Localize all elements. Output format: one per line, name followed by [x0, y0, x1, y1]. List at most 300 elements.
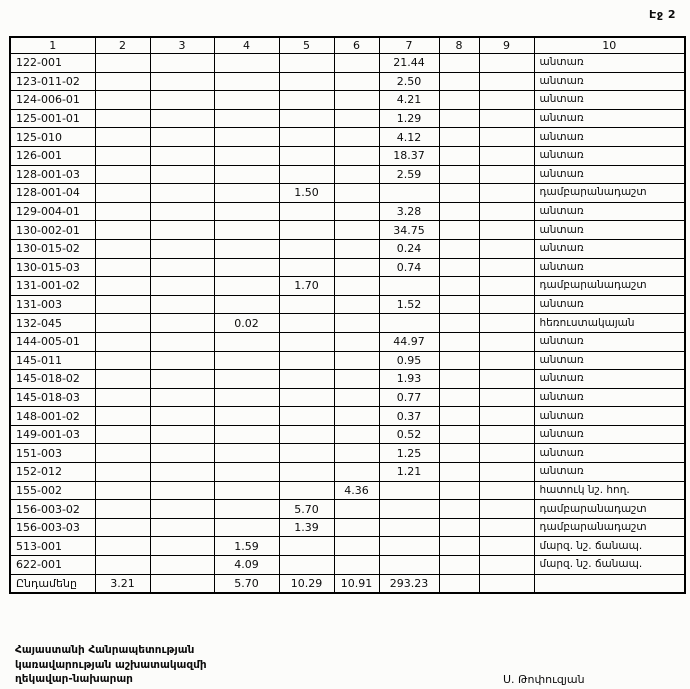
value-cell: [150, 463, 214, 482]
value-cell: [479, 518, 534, 537]
value-cell: [334, 277, 379, 296]
parcel-code: 125-001-01: [10, 109, 95, 128]
value-cell: [150, 481, 214, 500]
land-use-type: անտառ: [534, 407, 685, 426]
value-cell: [334, 556, 379, 575]
value-cell: [95, 91, 150, 110]
value-cell: [214, 425, 279, 444]
land-use-type: դամբարանադաշտ: [534, 184, 685, 203]
value-cell: [479, 202, 534, 221]
table-header: [10, 37, 685, 54]
value-cell: [479, 332, 534, 351]
value-cell: [379, 314, 439, 333]
parcel-code: 144-005-01: [10, 332, 95, 351]
land-use-type: հեռուստակայան: [534, 314, 685, 333]
value-cell: [279, 351, 334, 370]
value-cell: [214, 500, 279, 519]
value-cell: [439, 109, 479, 128]
header-row: [10, 37, 685, 54]
value-cell: [214, 295, 279, 314]
value-cell: 44.97: [379, 332, 439, 351]
parcel-code: 156-003-03: [10, 518, 95, 537]
value-cell: [279, 444, 334, 463]
land-use-type: անտառ: [534, 351, 685, 370]
value-cell: [214, 91, 279, 110]
value-cell: [479, 314, 534, 333]
value-cell: [214, 202, 279, 221]
parcel-code: 126-001: [10, 146, 95, 165]
value-cell: 4.09: [214, 556, 279, 575]
table-row: [10, 463, 685, 482]
value-cell: 34.75: [379, 221, 439, 240]
value-cell: [95, 295, 150, 314]
value-cell: [95, 221, 150, 240]
value-cell: [479, 165, 534, 184]
value-cell: [439, 574, 479, 593]
value-cell: [150, 146, 214, 165]
value-cell: [379, 481, 439, 500]
table-row: [10, 239, 685, 258]
value-cell: [95, 463, 150, 482]
value-cell: [379, 277, 439, 296]
land-use-type: անտառ: [534, 295, 685, 314]
land-use-type: անտառ: [534, 202, 685, 221]
value-cell: [214, 388, 279, 407]
value-cell: [279, 463, 334, 482]
column-header: 8: [439, 37, 479, 54]
value-cell: [334, 54, 379, 73]
value-cell: [279, 109, 334, 128]
table-row: [10, 518, 685, 537]
value-cell: 3.28: [379, 202, 439, 221]
value-cell: [334, 370, 379, 389]
value-cell: [150, 184, 214, 203]
value-cell: [279, 425, 334, 444]
value-cell: [279, 221, 334, 240]
land-use-type: հատուկ նշ. հող.: [534, 481, 685, 500]
value-cell: [150, 314, 214, 333]
value-cell: [479, 146, 534, 165]
table-row: [10, 332, 685, 351]
value-cell: [150, 556, 214, 575]
parcel-code: 151-003: [10, 444, 95, 463]
signatory-title-line: ղեկավար-նախարար: [15, 673, 133, 686]
value-cell: [479, 388, 534, 407]
column-header: 5: [279, 37, 334, 54]
land-use-type: դամբարանադաշտ: [534, 277, 685, 296]
value-cell: [95, 518, 150, 537]
value-cell: [439, 239, 479, 258]
value-cell: [439, 184, 479, 203]
value-cell: [479, 574, 534, 593]
land-use-type: մարզ. նշ. ճանապ.: [534, 537, 685, 556]
total-label: Ընդամենը: [10, 574, 95, 593]
table-row: [10, 54, 685, 73]
value-cell: [334, 351, 379, 370]
value-cell: [334, 109, 379, 128]
value-cell: [279, 202, 334, 221]
parcel-code: 130-015-03: [10, 258, 95, 277]
value-cell: 0.37: [379, 407, 439, 426]
value-cell: [279, 91, 334, 110]
value-cell: [214, 332, 279, 351]
value-cell: [334, 202, 379, 221]
value-cell: 4.36: [334, 481, 379, 500]
land-use-type: դամբարանադաշտ: [534, 518, 685, 537]
value-cell: [214, 109, 279, 128]
table-row: [10, 165, 685, 184]
value-cell: [150, 370, 214, 389]
table-row: [10, 109, 685, 128]
value-cell: [150, 165, 214, 184]
table-row: [10, 221, 685, 240]
table-row: [10, 556, 685, 575]
value-cell: [334, 537, 379, 556]
value-cell: 1.29: [379, 109, 439, 128]
value-cell: [214, 184, 279, 203]
column-header: 10: [534, 37, 685, 54]
value-cell: [279, 556, 334, 575]
column-header: 4: [214, 37, 279, 54]
parcel-code: 152-012: [10, 463, 95, 482]
value-cell: 0.77: [379, 388, 439, 407]
value-cell: [334, 314, 379, 333]
land-use-type: [534, 574, 685, 593]
value-cell: [479, 556, 534, 575]
value-cell: [95, 239, 150, 258]
value-cell: [439, 518, 479, 537]
value-cell: 1.70: [279, 277, 334, 296]
value-cell: [95, 444, 150, 463]
value-cell: [334, 425, 379, 444]
parcel-code: 122-001: [10, 54, 95, 73]
signatory-title-line: Հայաստանի Հանրապետության: [15, 644, 195, 656]
table-body: [10, 54, 685, 594]
value-cell: [334, 221, 379, 240]
value-cell: 1.25: [379, 444, 439, 463]
value-cell: [150, 518, 214, 537]
value-cell: [334, 463, 379, 482]
value-cell: 21.44: [379, 54, 439, 73]
land-use-type: անտառ: [534, 332, 685, 351]
value-cell: [279, 258, 334, 277]
value-cell: 4.21: [379, 91, 439, 110]
value-cell: [334, 295, 379, 314]
value-cell: [334, 388, 379, 407]
value-cell: [279, 407, 334, 426]
value-cell: 1.39: [279, 518, 334, 537]
table-row: [10, 537, 685, 556]
value-cell: [479, 91, 534, 110]
value-cell: [334, 128, 379, 147]
value-cell: [214, 146, 279, 165]
value-cell: [439, 54, 479, 73]
land-use-type: անտառ: [534, 165, 685, 184]
value-cell: [279, 332, 334, 351]
value-cell: [439, 537, 479, 556]
parcel-code: 129-004-01: [10, 202, 95, 221]
value-cell: 0.95: [379, 351, 439, 370]
value-cell: [150, 295, 214, 314]
parcel-code: 145-011: [10, 351, 95, 370]
parcel-code: 131-003: [10, 295, 95, 314]
parcel-code: 130-002-01: [10, 221, 95, 240]
value-cell: [479, 463, 534, 482]
value-cell: [279, 295, 334, 314]
parcel-code: 131-001-02: [10, 277, 95, 296]
table-row: [10, 72, 685, 91]
parcel-code: 145-018-02: [10, 370, 95, 389]
value-cell: [95, 537, 150, 556]
value-cell: 1.59: [214, 537, 279, 556]
value-cell: [95, 165, 150, 184]
value-cell: [95, 500, 150, 519]
value-cell: [479, 109, 534, 128]
value-cell: [439, 425, 479, 444]
value-cell: [479, 370, 534, 389]
table-row: [10, 277, 685, 296]
value-cell: [95, 109, 150, 128]
value-cell: 0.74: [379, 258, 439, 277]
value-cell: [214, 518, 279, 537]
value-cell: [334, 332, 379, 351]
value-cell: 5.70: [279, 500, 334, 519]
parcel-code: 156-003-02: [10, 500, 95, 519]
table-row: [10, 184, 685, 203]
value-cell: [439, 500, 479, 519]
value-cell: [334, 500, 379, 519]
value-cell: 10.29: [279, 574, 334, 593]
parcel-code: 123-011-02: [10, 72, 95, 91]
value-cell: [279, 388, 334, 407]
value-cell: [95, 481, 150, 500]
value-cell: [95, 556, 150, 575]
value-cell: [439, 332, 479, 351]
land-use-type: անտառ: [534, 221, 685, 240]
value-cell: [150, 277, 214, 296]
value-cell: [439, 202, 479, 221]
value-cell: [379, 556, 439, 575]
value-cell: [150, 425, 214, 444]
value-cell: [95, 258, 150, 277]
column-header: 9: [479, 37, 534, 54]
value-cell: [334, 239, 379, 258]
value-cell: 4.12: [379, 128, 439, 147]
value-cell: [439, 128, 479, 147]
value-cell: [479, 128, 534, 147]
value-cell: [150, 72, 214, 91]
value-cell: 0.52: [379, 425, 439, 444]
value-cell: [214, 407, 279, 426]
value-cell: [95, 277, 150, 296]
value-cell: [439, 388, 479, 407]
value-cell: [150, 221, 214, 240]
value-cell: 1.52: [379, 295, 439, 314]
value-cell: [95, 351, 150, 370]
land-use-type: անտառ: [534, 54, 685, 73]
value-cell: [479, 221, 534, 240]
table-row: [10, 388, 685, 407]
value-cell: [279, 239, 334, 258]
value-cell: [150, 109, 214, 128]
total-row: [10, 574, 685, 593]
value-cell: [439, 295, 479, 314]
value-cell: [479, 54, 534, 73]
land-use-type: անտառ: [534, 128, 685, 147]
value-cell: [439, 221, 479, 240]
parcel-code: 622-001: [10, 556, 95, 575]
value-cell: [279, 370, 334, 389]
land-use-type: անտառ: [534, 463, 685, 482]
value-cell: 1.93: [379, 370, 439, 389]
value-cell: [479, 258, 534, 277]
value-cell: [279, 128, 334, 147]
land-use-type: դամբարանադաշտ: [534, 500, 685, 519]
land-use-type: մարզ. նշ. ճանապ.: [534, 556, 685, 575]
value-cell: [334, 91, 379, 110]
parcel-code: 145-018-03: [10, 388, 95, 407]
table-row: [10, 202, 685, 221]
value-cell: [479, 537, 534, 556]
value-cell: 2.59: [379, 165, 439, 184]
table-row: [10, 258, 685, 277]
value-cell: [439, 481, 479, 500]
value-cell: [439, 351, 479, 370]
land-use-type: անտառ: [534, 239, 685, 258]
value-cell: [479, 500, 534, 519]
value-cell: [95, 332, 150, 351]
value-cell: [439, 146, 479, 165]
table-row: [10, 314, 685, 333]
value-cell: [279, 54, 334, 73]
value-cell: [214, 370, 279, 389]
value-cell: [334, 72, 379, 91]
value-cell: [214, 351, 279, 370]
value-cell: [439, 556, 479, 575]
table-row: [10, 351, 685, 370]
value-cell: [150, 332, 214, 351]
land-use-type: անտառ: [534, 444, 685, 463]
value-cell: 0.02: [214, 314, 279, 333]
land-use-type: անտառ: [534, 388, 685, 407]
parcel-code: 128-001-03: [10, 165, 95, 184]
value-cell: [479, 295, 534, 314]
value-cell: [214, 128, 279, 147]
value-cell: [334, 258, 379, 277]
value-cell: [439, 370, 479, 389]
parcel-code: 155-002: [10, 481, 95, 500]
value-cell: 1.50: [279, 184, 334, 203]
value-cell: [150, 91, 214, 110]
signatory-title-block: [15, 643, 207, 687]
value-cell: [150, 407, 214, 426]
value-cell: [279, 165, 334, 184]
column-header: 2: [95, 37, 150, 54]
table-row: [10, 91, 685, 110]
land-use-type: անտառ: [534, 258, 685, 277]
value-cell: [150, 239, 214, 258]
signatory-name: Ս. Թոփուզյան: [503, 673, 585, 686]
column-header: 3: [150, 37, 214, 54]
value-cell: [214, 221, 279, 240]
parcel-code: 128-001-04: [10, 184, 95, 203]
value-cell: [150, 574, 214, 593]
value-cell: [279, 537, 334, 556]
value-cell: [279, 72, 334, 91]
value-cell: [95, 146, 150, 165]
value-cell: [439, 91, 479, 110]
parcel-code: 149-001-03: [10, 425, 95, 444]
value-cell: [479, 184, 534, 203]
value-cell: 0.24: [379, 239, 439, 258]
table-row: [10, 481, 685, 500]
table-row: [10, 425, 685, 444]
parcel-code: 124-006-01: [10, 91, 95, 110]
value-cell: 2.50: [379, 72, 439, 91]
column-header: 7: [379, 37, 439, 54]
value-cell: [479, 351, 534, 370]
value-cell: [439, 72, 479, 91]
page-number-label: Էջ 2: [649, 8, 676, 21]
parcel-code: 513-001: [10, 537, 95, 556]
value-cell: 3.21: [95, 574, 150, 593]
land-use-type: անտառ: [534, 91, 685, 110]
land-parcel-table: [9, 36, 686, 594]
value-cell: [439, 165, 479, 184]
value-cell: [214, 165, 279, 184]
value-cell: [150, 128, 214, 147]
value-cell: [95, 370, 150, 389]
value-cell: [95, 407, 150, 426]
value-cell: [479, 277, 534, 296]
value-cell: [150, 54, 214, 73]
parcel-code: 125-010: [10, 128, 95, 147]
value-cell: [479, 425, 534, 444]
land-use-type: անտառ: [534, 146, 685, 165]
table-row: [10, 295, 685, 314]
column-header: 6: [334, 37, 379, 54]
value-cell: [214, 54, 279, 73]
table-row: [10, 128, 685, 147]
value-cell: [334, 518, 379, 537]
value-cell: [214, 463, 279, 482]
value-cell: [379, 184, 439, 203]
value-cell: [95, 388, 150, 407]
value-cell: [439, 407, 479, 426]
column-header: 1: [10, 37, 95, 54]
parcel-code: 130-015-02: [10, 239, 95, 258]
table-row: [10, 500, 685, 519]
value-cell: 10.91: [334, 574, 379, 593]
value-cell: [95, 72, 150, 91]
value-cell: [150, 500, 214, 519]
parcel-code: 148-001-02: [10, 407, 95, 426]
table-row: [10, 146, 685, 165]
value-cell: [95, 202, 150, 221]
value-cell: [334, 407, 379, 426]
value-cell: [479, 481, 534, 500]
value-cell: [379, 500, 439, 519]
value-cell: [214, 481, 279, 500]
land-use-type: անտառ: [534, 425, 685, 444]
value-cell: [95, 184, 150, 203]
value-cell: 293.23: [379, 574, 439, 593]
value-cell: [439, 277, 479, 296]
value-cell: [95, 128, 150, 147]
value-cell: [214, 239, 279, 258]
table-row: [10, 444, 685, 463]
value-cell: 5.70: [214, 574, 279, 593]
